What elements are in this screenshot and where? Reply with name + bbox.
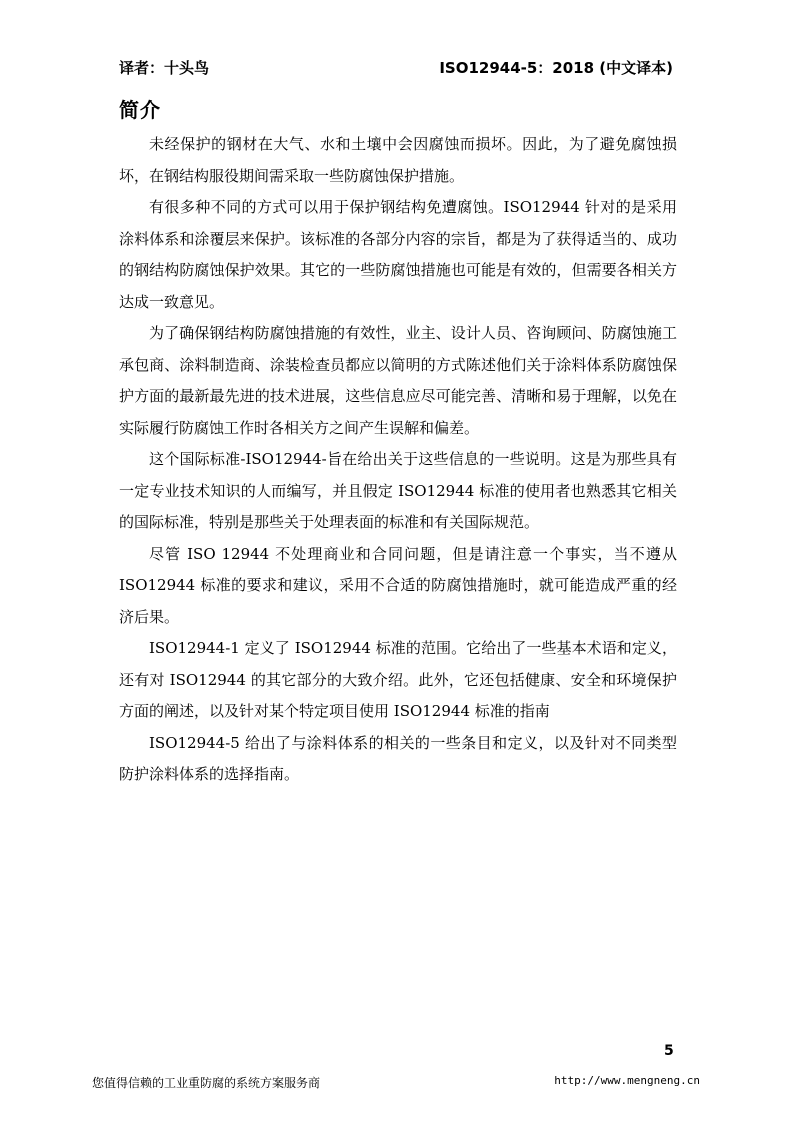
paragraph: 尽管 ISO 12944 不处理商业和合同问题，但是请注意一个事实，当不遵从 ISO12944 标准的要求和建议，采用不合适的防腐蚀措施时，就可能造成严重的经济后果。 (119, 544, 677, 626)
page-header (119, 57, 673, 81)
paragraph: ISO12944-5 给出了与涂料体系的相关的一些条目和定义，以及针对不同类型防护涂料体系的选择指南。 (119, 733, 677, 783)
paragraph: 为了确保钢结构防腐蚀措施的有效性，业主、设计人员、咨询顾问、防腐蚀施工承包商、涂料制造商、涂装检查员都应以简明的方式陈述他们关于涂料体系防腐蚀保护方面的最新最先进的技术进展，这些信息应尽可能完善、清晰和易于理解，以免在实际履行防腐蚀工作时各相关方之间产生误解和偏差。 (119, 324, 677, 437)
page-number: 5 (664, 1043, 674, 1059)
translator-credit: 译者：十头鸟 (119, 59, 210, 77)
paragraph: 这个国际标准-ISO12944-旨在给出关于这些信息的一些说明。这是为那些具有一定专业技术知识的人而编写，并且假定 ISO12944 标准的使用者也熟悉其它相关的国际标准，特别是那些关于处理表面的标准和有关国际规范。 (119, 450, 677, 531)
section-title: 简介 (119, 98, 161, 122)
footer-url[interactable]: http://www.mengneng.cn (554, 1074, 700, 1087)
body-text (119, 129, 677, 791)
paragraph: ISO12944-1 定义了 ISO12944 标准的范围。它给出了一些基本术语和定义，还有对 ISO12944 的其它部分的大致介绍。此外，它还包括健康、安全和环境保护方面的阐述，以及针对某个特定项目使用 ISO12944 标准的指南 (119, 639, 677, 720)
footer-slogan: 您值得信赖的工业重防腐的系统方案服务商 (92, 1076, 321, 1090)
paragraph: 未经保护的钢材在大气、水和土壤中会因腐蚀而损坏。因此，为了避免腐蚀损坏，在钢结构服役期间需采取一些防腐蚀保护措施。 (119, 135, 677, 185)
paragraph: 有很多种不同的方式可以用于保护钢结构免遭腐蚀。ISO12944 针对的是采用涂料体系和涂覆层来保护。该标准的各部分内容的宗旨，都是为了获得适当的、成功的钢结构防腐蚀保护效果。其它的一些防腐蚀措施也可能是有效的，但需要各相关方达成一致意见。 (119, 198, 677, 311)
standard-title: ISO12944-5：2018 (中文译本) (439, 59, 673, 77)
